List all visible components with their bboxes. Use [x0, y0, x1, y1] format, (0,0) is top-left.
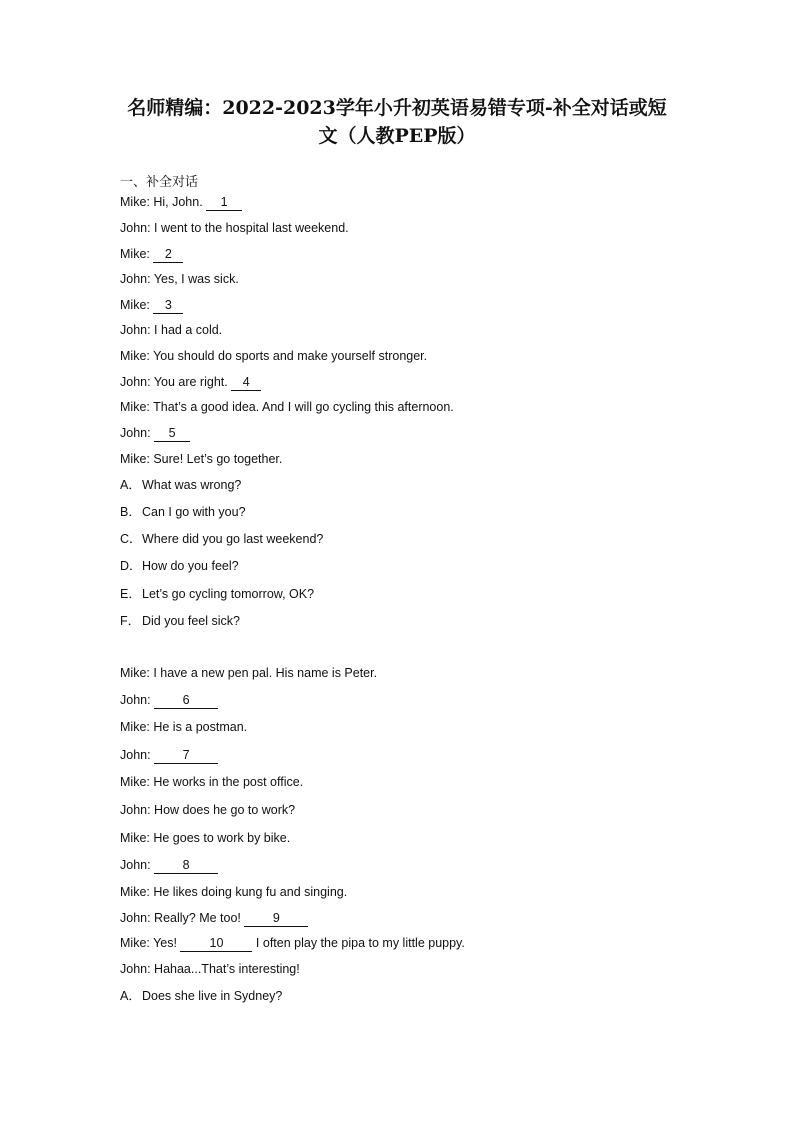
dialogue-text: John: I had a cold. — [120, 323, 223, 337]
dialogue-line — [120, 270, 239, 288]
dialogue-line — [120, 718, 247, 736]
dialogue-text: Mike: You should do sports and make yourself stronger. — [120, 349, 428, 363]
dialogue-text: Mike: — [120, 247, 154, 261]
option-letter: C． — [120, 532, 142, 546]
dialogue-line — [120, 773, 303, 791]
dialogue-text: John: — [120, 858, 155, 872]
dialogue-text: John: I went to the hospital last weekend. — [120, 221, 349, 235]
dialogue-text: Mike: Yes! — [120, 936, 181, 950]
option-text: Did you feel sick? — [142, 614, 240, 628]
dialogue-text: Mike: That’s a good idea. And I will go cycling this afternoon. — [120, 400, 454, 414]
dialogue-line — [120, 398, 454, 416]
dialogue-text: Mike: He is a postman. — [120, 720, 248, 734]
option-item — [120, 476, 241, 494]
dialogue-line — [120, 960, 300, 978]
dialogue-line — [120, 934, 465, 952]
dialogue-line — [120, 801, 295, 819]
answer-blank[interactable]: 5 — [154, 426, 190, 442]
answer-blank[interactable]: 2 — [153, 247, 183, 263]
option-item — [120, 503, 246, 521]
dialogue-line — [120, 347, 427, 365]
option-letter: A． — [120, 478, 141, 492]
dialogue-text: John: You are right. — [120, 375, 232, 389]
dialogue-text: Mike: I have a new pen pal. His name is Peter. — [120, 666, 378, 680]
option-text: Can I go with you? — [142, 505, 246, 519]
option-text: What was wrong? — [142, 478, 242, 492]
section-heading: 一、补全对话 — [120, 174, 199, 189]
dialogue-text: John: — [120, 748, 155, 762]
option-letter: E． — [120, 587, 141, 601]
dialogue-text: John: Really? Me too! — [120, 911, 245, 925]
answer-blank[interactable]: 8 — [154, 858, 218, 874]
dialogue-line — [120, 219, 349, 237]
dialogue-line — [120, 909, 308, 927]
option-item — [120, 987, 282, 1005]
answer-blank[interactable]: 7 — [154, 748, 218, 764]
option-letter: F． — [120, 614, 141, 628]
option-text: Let’s go cycling tomorrow, OK? — [142, 587, 315, 601]
dialogue-line — [120, 691, 218, 709]
answer-blank[interactable]: 10 — [180, 936, 252, 952]
dialogue-line — [120, 883, 347, 901]
dialogue-text: Mike: He works in the post office. — [120, 775, 304, 789]
option-item — [120, 585, 314, 603]
option-item — [120, 612, 240, 630]
dialogue-line — [120, 746, 218, 764]
dialogue-text: Mike: He likes doing kung fu and singing. — [120, 885, 348, 899]
page-title-line-2: 文（人教PEP版） — [318, 125, 476, 147]
answer-blank[interactable]: 6 — [154, 693, 218, 709]
answer-blank[interactable]: 3 — [153, 298, 183, 314]
dialogue-line — [120, 373, 261, 391]
option-text: How do you feel? — [142, 559, 239, 573]
dialogue-text: John: Hahaa...That’s interesting! — [120, 962, 300, 976]
option-letter: B． — [120, 505, 141, 519]
option-letter: A． — [120, 989, 141, 1003]
answer-blank[interactable]: 4 — [231, 375, 261, 391]
dialogue-line — [120, 193, 242, 211]
option-item — [120, 530, 323, 548]
dialogue-line — [120, 450, 282, 468]
dialogue-text: John: How does he go to work? — [120, 803, 296, 817]
dialogue-line — [120, 856, 218, 874]
answer-blank[interactable]: 9 — [244, 911, 308, 927]
dialogue-text: John: Yes, I was sick. — [120, 272, 239, 286]
dialogue-text: Mike: Sure! Let’s go together. — [120, 452, 283, 466]
option-letter: D． — [120, 559, 142, 573]
dialogue-text: Mike: He goes to work by bike. — [120, 831, 291, 845]
dialogue-text: Mike: — [120, 298, 154, 312]
dialogue-line — [120, 321, 222, 339]
answer-blank[interactable]: 1 — [206, 195, 242, 211]
dialogue-line — [120, 296, 183, 314]
dialogue-line — [120, 245, 183, 263]
option-text: Where did you go last weekend? — [142, 532, 324, 546]
dialogue-text: John: — [120, 693, 155, 707]
option-text: Does she live in Sydney? — [142, 989, 283, 1003]
dialogue-text-after: I often play the pipa to my little puppy. — [252, 936, 465, 950]
option-item — [120, 557, 239, 575]
dialogue-line — [120, 424, 190, 442]
dialogue-text: John: — [120, 426, 155, 440]
dialogue-line — [120, 829, 290, 847]
dialogue-line — [120, 664, 377, 682]
dialogue-text: Mike: Hi, John. — [120, 195, 207, 209]
page-title-line-1: 名师精编：2022-2023学年小升初英语易错专项-补全对话或短 — [127, 97, 667, 119]
